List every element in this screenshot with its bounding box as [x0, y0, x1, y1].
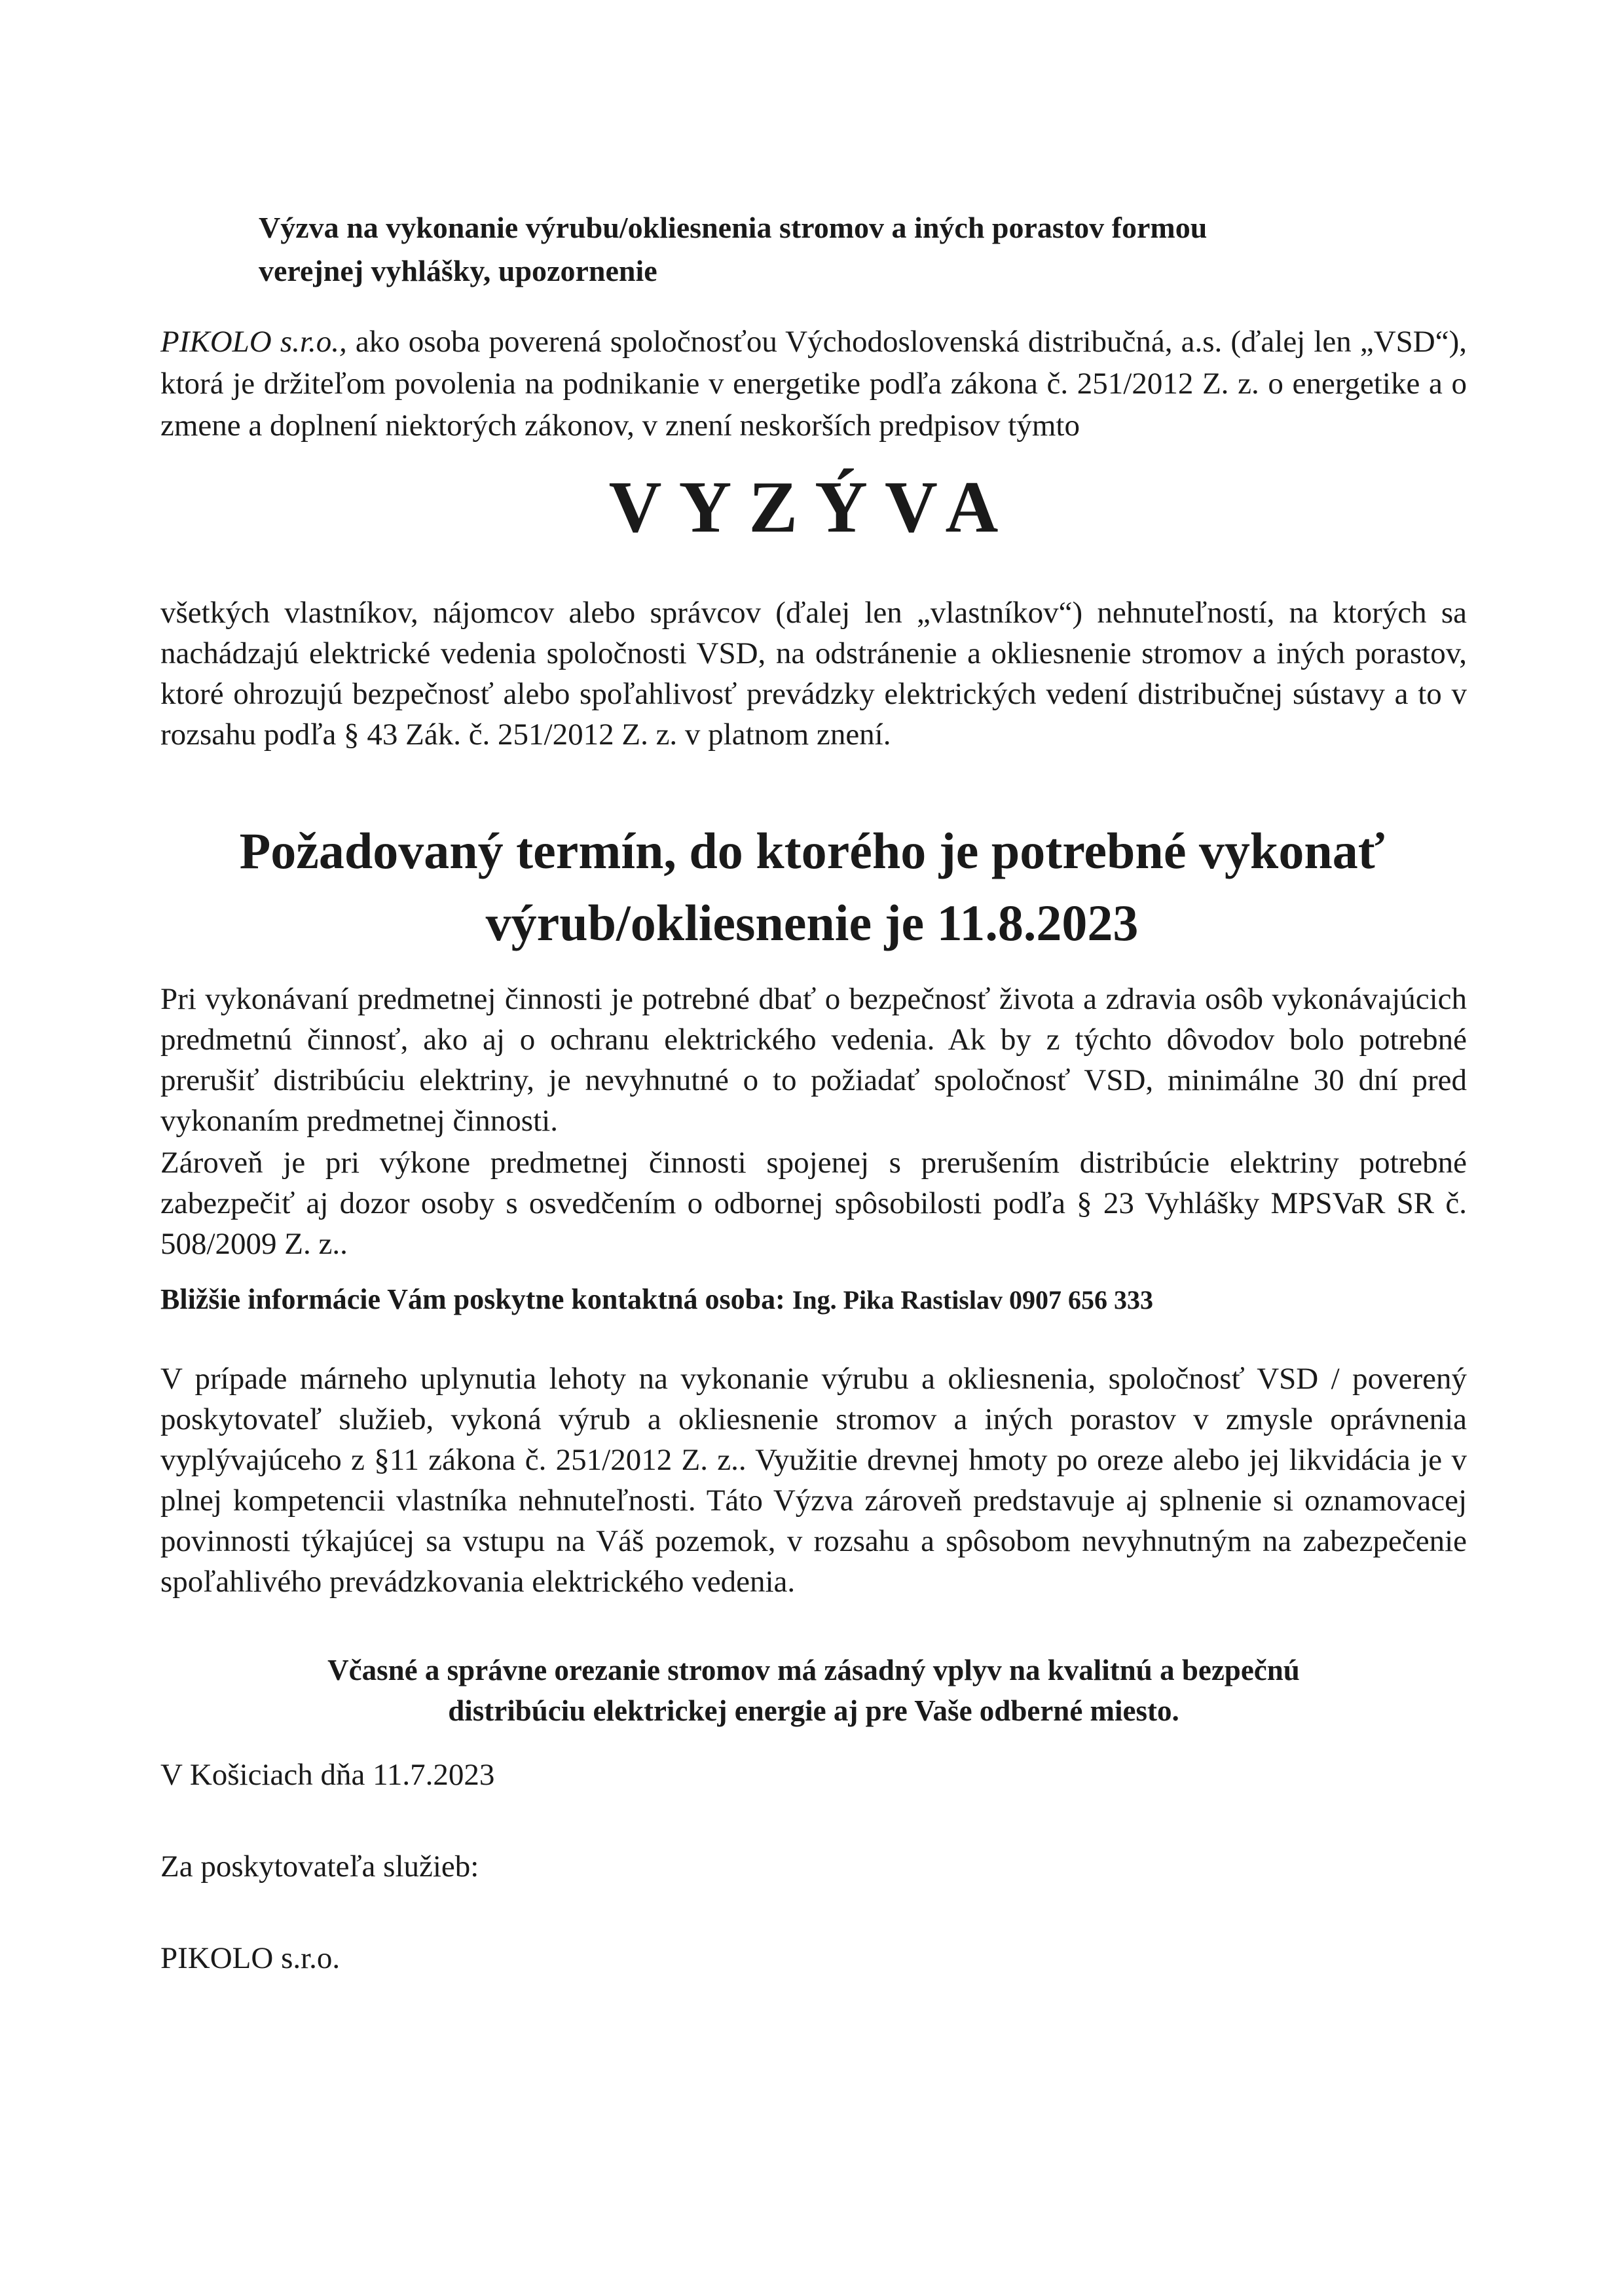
- paragraph-supervision: Zároveň je pri výkone predmetnej činnosti spojenej s prerušením distribúcie elektriny potrebné zabezpečiť aj dozor osoby s osvedčením o odbornej spôsobilosti podľa § 23 Vyhlášky MPSVaR SR č. 508/2009 Z. z..: [160, 1146, 1467, 1261]
- contact-label: Bližšie informácie Vám poskytne kontaktná osoba:: [160, 1283, 785, 1315]
- headline-vyzyva: VYZÝVA: [608, 467, 1016, 548]
- paragraph-owners: všetkých vlastníkov, nájomcov alebo správcov (ďalej len „vlastníkov“) nehnuteľností, na ktorých sa nachádzajú elektrické vedenia spoločnosti VSD, na odstránenie a okliesnenie stromov a iných porastov, ktoré ohrozujú bezpečnosť alebo spoľahlivosť prevádzky elektrických vedení distribučnej sústavy a to v rozsahu podľa § 43 Zák. č. 251/2012 Z. z. v platnom znení.: [160, 596, 1467, 752]
- document-title: [259, 206, 1437, 293]
- place-date: V Košiciach dňa 11.7.2023: [160, 1758, 495, 1792]
- title-line-1: Výzva na vykonanie výrubu/okliesnenia stromov a iných porastov formou: [259, 211, 1208, 244]
- deadline-line-1: Požadovaný termín, do ktorého je potrebné vykonať: [239, 822, 1385, 879]
- emphasis-line-2: distribúciu elektrickej energie aj pre Vaše odberné miesto.: [448, 1694, 1179, 1727]
- paragraph-safety: Pri vykonávaní predmetnej činnosti je potrebné dbať o bezpečnosť života a zdravia osôb vykonávajúcich predmetnú činnosť, ako aj o ochranu elektrického vedenia. Ak by z týchto dôvodov bolo potrebné prerušiť distribúciu elektriny, je nevyhnutné o to požiadať spoločnosť VSD, minimálne 30 dní pred vykonaním predmetnej činnosti.: [160, 982, 1467, 1138]
- emphasis-line-1: Včasné a správne orezanie stromov má zásadný vplyv na kvalitnú a bezpečnú: [327, 1654, 1300, 1686]
- signature-company: PIKOLO s.r.o.: [160, 1941, 341, 1975]
- title-line-2: verejnej vyhlášky, upozornenie: [259, 254, 657, 287]
- intro-text: ako osoba poverená spoločnosťou Východoslovenská distribučná, a.s. (ďalej len „VSD“), ktorá je držiteľom povolenia na podnikanie v energetike podľa zákona č. 251/2012 Z. z. o energetike a o zmene a doplnení niektorých zákonov, v znení neskorších predpisov týmto: [160, 325, 1467, 443]
- deadline-heading: [131, 815, 1493, 959]
- emphasis-note: [160, 1650, 1467, 1731]
- paragraph-deadline-expiry: V prípade márneho uplynutia lehoty na vykonanie výrubu a okliesnenia, spoločnosť VSD / poverený poskytovateľ služieb, vykoná výrub a okliesnenie stromov a iných porastov v zmysle oprávnenia vyplývajúceho z §11 zákona č. 251/2012 Z. z.. Využitie drevnej hmoty po oreze alebo jej likvidácia je v plnej kompetencii vlastníka nehnuteľnosti. Táto Výzva zároveň predstavuje aj splnenie si oznamovacej povinnosti týkajúcej sa vstupu na Váš pozemok, v rozsahu a spôsobom nevyhnutným na zabezpečenie spoľahlivého prevádzkovania elektrického vedenia.: [160, 1362, 1467, 1599]
- intro-paragraph: [160, 321, 1467, 446]
- deadline-line-2: výrub/okliesnenie je 11.8.2023: [485, 894, 1139, 951]
- contact-person: Ing. Pika Rastislav 0907 656 333: [792, 1285, 1153, 1315]
- intro-company: PIKOLO s.r.o.,: [160, 325, 347, 359]
- for-provider-label: Za poskytovateľa služieb:: [160, 1850, 479, 1884]
- contact-info: [160, 1280, 1467, 1320]
